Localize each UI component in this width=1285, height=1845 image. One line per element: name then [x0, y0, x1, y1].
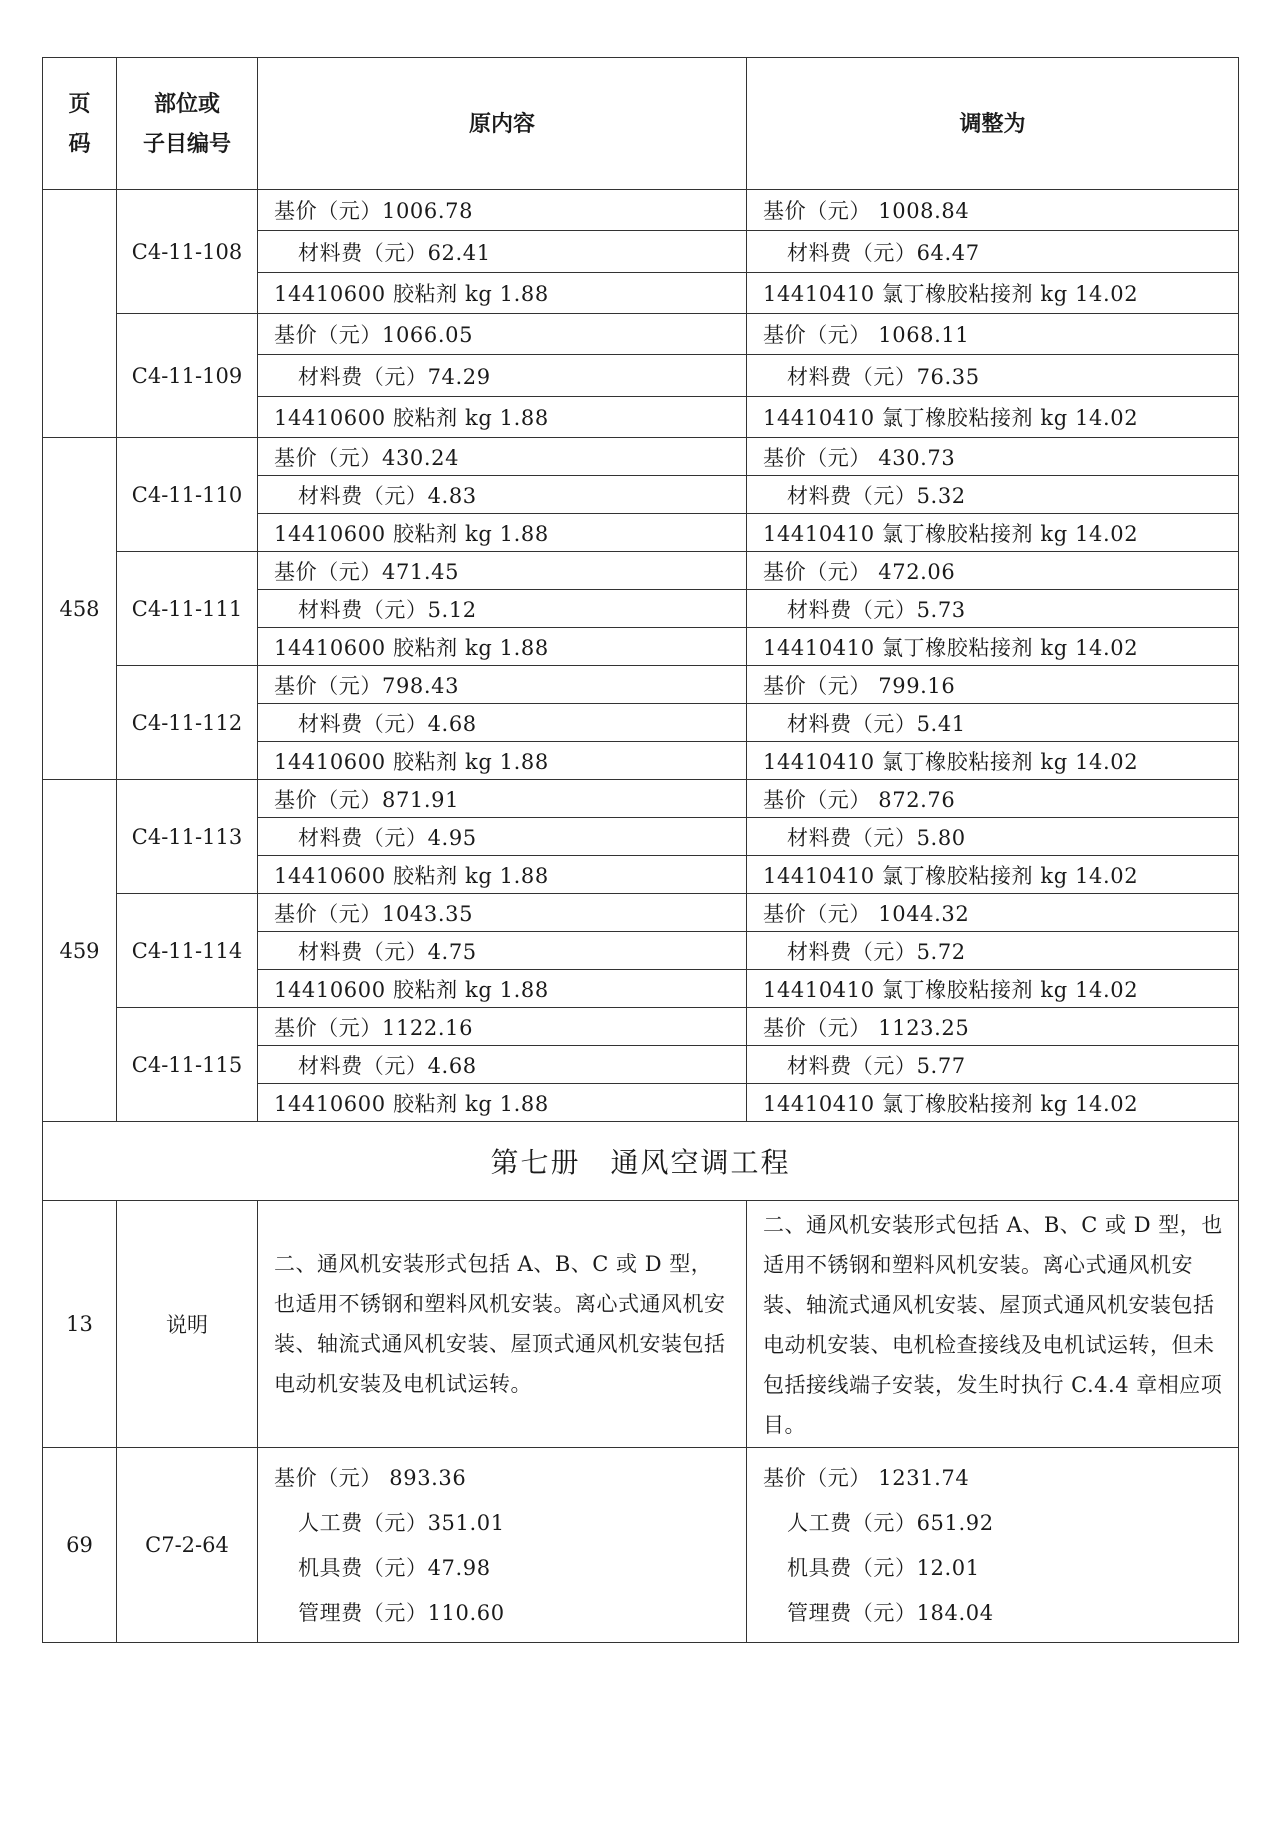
- table-row: [43, 666, 1239, 704]
- original-content: 基价（元）1122.16: [258, 1008, 747, 1046]
- original-content: 材料费（元）4.75: [258, 932, 747, 970]
- original-content: 14410600 胶粘剂 kg 1.88: [258, 742, 747, 780]
- original-content: 14410600 胶粘剂 kg 1.88: [258, 1084, 747, 1122]
- content-line: 人工费（元）651.92: [787, 1511, 994, 1535]
- adjusted-content: 14410410 氯丁橡胶粘接剂 kg 14.02: [747, 397, 1239, 438]
- header-page: 页 码: [43, 58, 117, 190]
- adjusted-content: 材料费（元）5.73: [747, 590, 1239, 628]
- original-content: 基价（元）1066.05: [258, 314, 747, 355]
- original-content: 材料费（元）4.68: [258, 704, 747, 742]
- adjusted-content: 基价（元） 799.16: [747, 666, 1239, 704]
- page-number: [43, 190, 117, 438]
- adjusted-content: 14410410 氯丁橡胶粘接剂 kg 14.02: [747, 273, 1239, 314]
- original-content: 14410600 胶粘剂 kg 1.88: [258, 273, 747, 314]
- table-row: [43, 894, 1239, 932]
- adjusted-content: 材料费（元）5.41: [747, 704, 1239, 742]
- original-content: 二、通风机安装形式包括 A、B、C 或 D 型，也适用不锈钢和塑料风机安装。离心式通风机安装、轴流式通风机安装、屋顶式通风机安装包括电动机安装及电机试运转。: [258, 1201, 747, 1448]
- original-content: 基价（元）430.24: [258, 438, 747, 476]
- adjusted-content: [747, 1448, 1239, 1643]
- page-number: 459: [43, 780, 117, 1122]
- adjusted-content: 14410410 氯丁橡胶粘接剂 kg 14.02: [747, 970, 1239, 1008]
- original-content: 材料费（元）62.41: [258, 231, 747, 273]
- adjusted-content: 基价（元） 872.76: [747, 780, 1239, 818]
- adjusted-content: 基价（元） 1123.25: [747, 1008, 1239, 1046]
- header-adjusted: 调整为: [747, 58, 1239, 190]
- item-code: C4-11-110: [117, 438, 258, 552]
- page-number: 13: [43, 1201, 117, 1448]
- adjusted-content: 14410410 氯丁橡胶粘接剂 kg 14.02: [747, 514, 1239, 552]
- original-content: 基价（元）1043.35: [258, 894, 747, 932]
- content-line: 机具费（元）12.01: [787, 1556, 980, 1580]
- original-content: 基价（元）871.91: [258, 780, 747, 818]
- item-code: 说明: [117, 1201, 258, 1448]
- item-code: C4-11-112: [117, 666, 258, 780]
- last-row: [43, 1448, 1239, 1643]
- item-code: C4-11-109: [117, 314, 258, 438]
- adjusted-content: 基价（元） 430.73: [747, 438, 1239, 476]
- header-row: [43, 58, 1239, 190]
- table-row: [43, 552, 1239, 590]
- adjusted-content: 14410410 氯丁橡胶粘接剂 kg 14.02: [747, 742, 1239, 780]
- table-row: [43, 190, 1239, 231]
- original-content: 材料费（元）4.83: [258, 476, 747, 514]
- original-content: 14410600 胶粘剂 kg 1.88: [258, 514, 747, 552]
- content-line: 管理费（元）110.60: [298, 1601, 505, 1625]
- table-row: [43, 314, 1239, 355]
- content-line: 基价（元） 893.36: [274, 1466, 467, 1490]
- content-line: 人工费（元）351.01: [298, 1511, 505, 1535]
- adjusted-content: 基价（元） 1068.11: [747, 314, 1239, 355]
- adjusted-content: 14410410 氯丁橡胶粘接剂 kg 14.02: [747, 856, 1239, 894]
- adjusted-content: 材料费（元）5.32: [747, 476, 1239, 514]
- page-number: 69: [43, 1448, 117, 1643]
- original-content: 材料费（元）4.95: [258, 818, 747, 856]
- original-content: 材料费（元）4.68: [258, 1046, 747, 1084]
- adjustment-table: [42, 57, 1239, 1643]
- original-content: 基价（元）1006.78: [258, 190, 747, 231]
- original-content: 基价（元）798.43: [258, 666, 747, 704]
- item-code: C4-11-111: [117, 552, 258, 666]
- content-line: 基价（元） 1231.74: [763, 1466, 970, 1490]
- adjusted-content: 14410410 氯丁橡胶粘接剂 kg 14.02: [747, 1084, 1239, 1122]
- section-row: [43, 1122, 1239, 1201]
- adjusted-content: 材料费（元）5.72: [747, 932, 1239, 970]
- adjusted-content: 材料费（元）5.77: [747, 1046, 1239, 1084]
- adjusted-content: 基价（元） 472.06: [747, 552, 1239, 590]
- table-body: [43, 190, 1239, 1122]
- original-content: 材料费（元）5.12: [258, 590, 747, 628]
- item-code: C4-11-115: [117, 1008, 258, 1122]
- table-row: [43, 1008, 1239, 1046]
- original-content: 材料费（元）74.29: [258, 355, 747, 397]
- original-content: [258, 1448, 747, 1643]
- header-original: 原内容: [258, 58, 747, 190]
- content-line: 管理费（元）184.04: [787, 1601, 994, 1625]
- original-content: 14410600 胶粘剂 kg 1.88: [258, 397, 747, 438]
- item-code: C7-2-64: [117, 1448, 258, 1643]
- table-row: [43, 780, 1239, 818]
- adjusted-content: 基价（元） 1044.32: [747, 894, 1239, 932]
- original-content: 14410600 胶粘剂 kg 1.88: [258, 628, 747, 666]
- adjusted-content: 14410410 氯丁橡胶粘接剂 kg 14.02: [747, 628, 1239, 666]
- page-number: 458: [43, 438, 117, 780]
- section-title: 第七册 通风空调工程: [43, 1122, 1239, 1201]
- item-code: C4-11-114: [117, 894, 258, 1008]
- item-code: C4-11-108: [117, 190, 258, 314]
- original-content: 14410600 胶粘剂 kg 1.88: [258, 970, 747, 1008]
- content-line: 机具费（元）47.98: [298, 1556, 491, 1580]
- original-content: 基价（元）471.45: [258, 552, 747, 590]
- original-content: 14410600 胶粘剂 kg 1.88: [258, 856, 747, 894]
- adjusted-content: 材料费（元）64.47: [747, 231, 1239, 273]
- item-code: C4-11-113: [117, 780, 258, 894]
- adjusted-content: 二、通风机安装形式包括 A、B、C 或 D 型，也适用不锈钢和塑料风机安装。离心式通风机安装、轴流式通风机安装、屋顶式通风机安装包括电动机安装、电机检查接线及电机试运转，但未包括接线端子安装，发生时执行 C.4.4 章相应项目。: [747, 1201, 1239, 1448]
- adjusted-content: 材料费（元）5.80: [747, 818, 1239, 856]
- note-row: [43, 1201, 1239, 1448]
- adjusted-content: 材料费（元）76.35: [747, 355, 1239, 397]
- table-row: [43, 438, 1239, 476]
- header-code: 部位或 子目编号: [117, 58, 258, 190]
- adjusted-content: 基价（元） 1008.84: [747, 190, 1239, 231]
